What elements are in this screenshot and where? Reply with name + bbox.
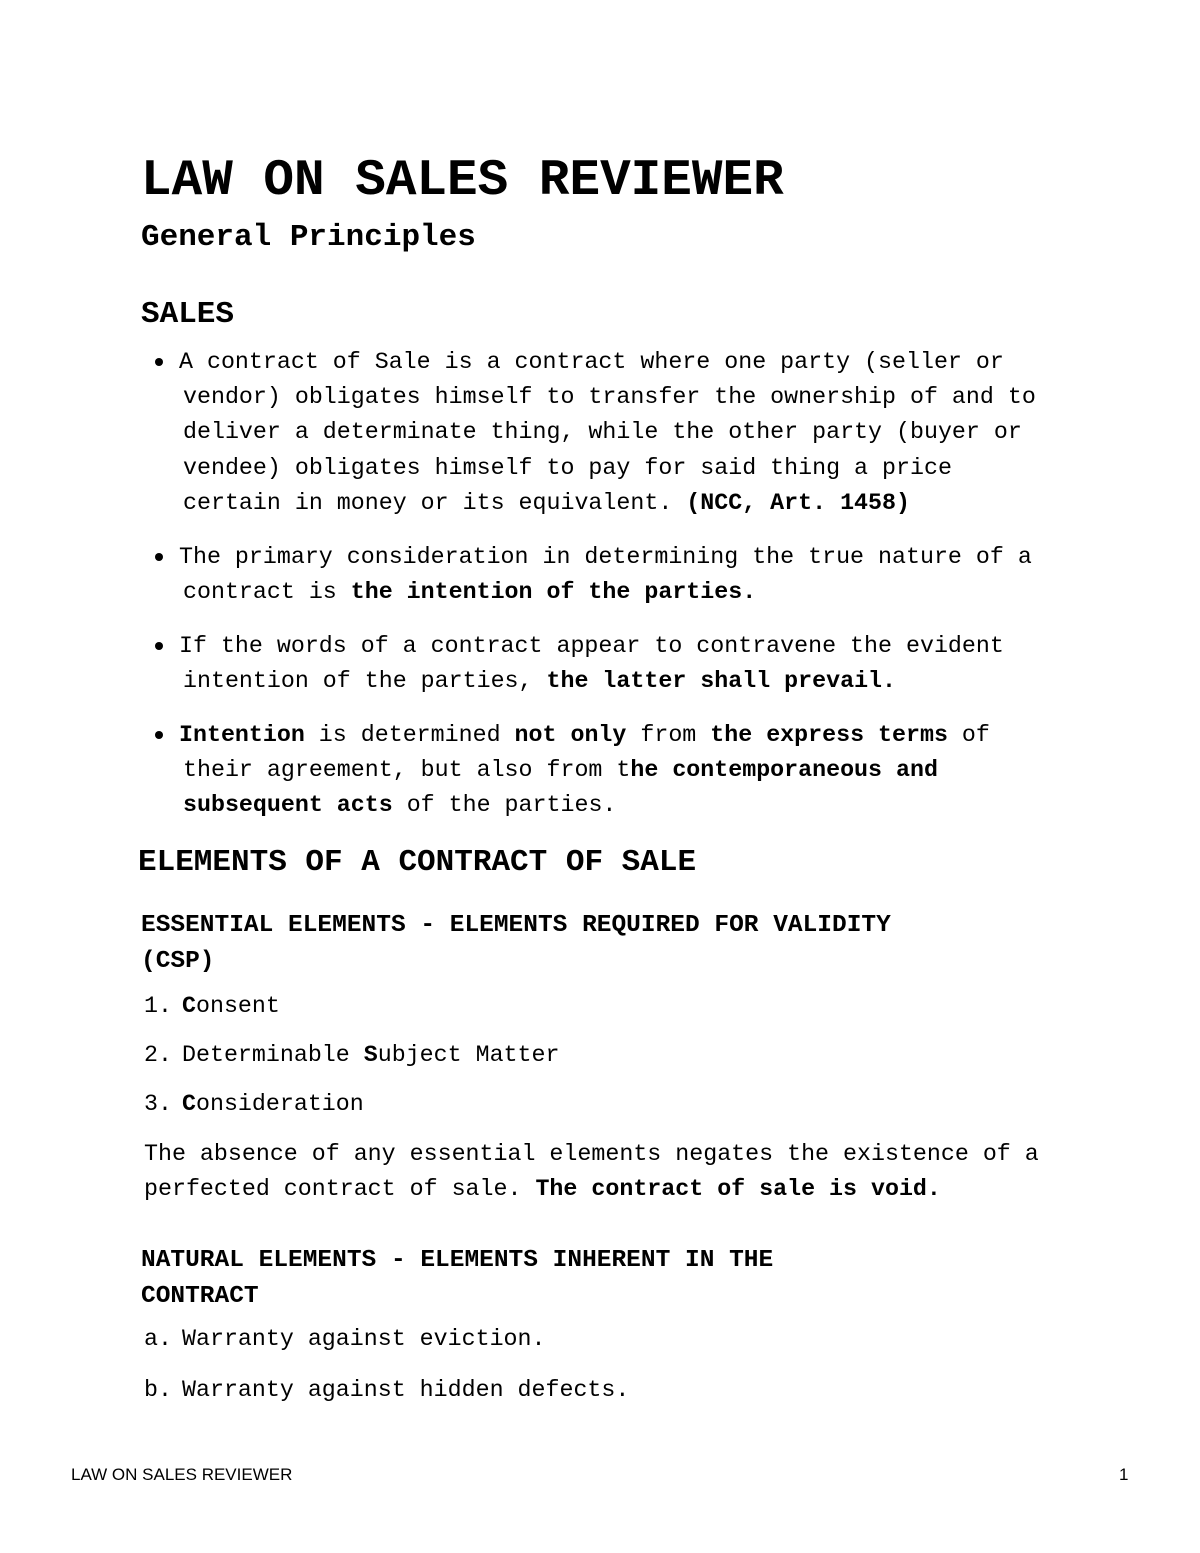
document-title: LAW ON SALES REVIEWER	[141, 153, 784, 210]
bullet-dot-icon	[155, 731, 163, 739]
sales-bullet-1: A contract of Sale is a contract where one party (seller or vendor) obligates himself to transfer the ownership of and to deliver a determinate thing, while the other party (buyer or vendee) obligates himself to pay for said thing a price certain in money or its equivalent. (NCC, Art. 1458)	[155, 345, 1055, 521]
list-item-warranty-hidden-defects: b. Warranty against hidden defects.	[144, 1377, 630, 1403]
subheading-essential-elements: ESSENTIAL ELEMENTS - ELEMENTS REQUIRED FOR VALIDITY (CSP)	[141, 912, 891, 975]
bullet-dot-icon	[155, 553, 163, 561]
document-subtitle: General Principles	[141, 220, 476, 255]
section-heading-sales: SALES	[141, 297, 235, 332]
list-item-subject-matter: 2. Determinable Subject Matter	[144, 1042, 560, 1068]
sales-bullet-2: The primary consideration in determining the true nature of a contract is the intention of the parties.	[155, 540, 1055, 610]
footer-title: LAW ON SALES REVIEWER	[71, 1465, 293, 1484]
list-item-consent: 1. Consent	[144, 993, 280, 1019]
bullet-dot-icon	[155, 358, 163, 366]
sales-bullet-4: Intention is determined not only from the express terms of their agreement, but also from the contemporaneous and subsequent acts of the parties.	[155, 718, 1055, 824]
section-heading-elements: ELEMENTS OF A CONTRACT OF SALE	[138, 845, 697, 880]
page-number: 1	[1119, 1465, 1129, 1484]
citation: (NCC, Art. 1458)	[686, 489, 910, 516]
list-item-warranty-eviction: a. Warranty against eviction.	[144, 1326, 546, 1352]
subheading-natural-elements: NATURAL ELEMENTS - ELEMENTS INHERENT IN THE CONTRACT	[141, 1247, 774, 1310]
list-item-consideration: 3. Consideration	[144, 1091, 364, 1117]
sales-bullet-3: If the words of a contract appear to contravene the evident intention of the parties, the latter shall prevail.	[155, 629, 1055, 699]
essential-elements-note: The absence of any essential elements negates the existence of a perfected contract of sale. The contract of sale is void.	[144, 1141, 1039, 1203]
bullet-dot-icon	[155, 642, 163, 650]
